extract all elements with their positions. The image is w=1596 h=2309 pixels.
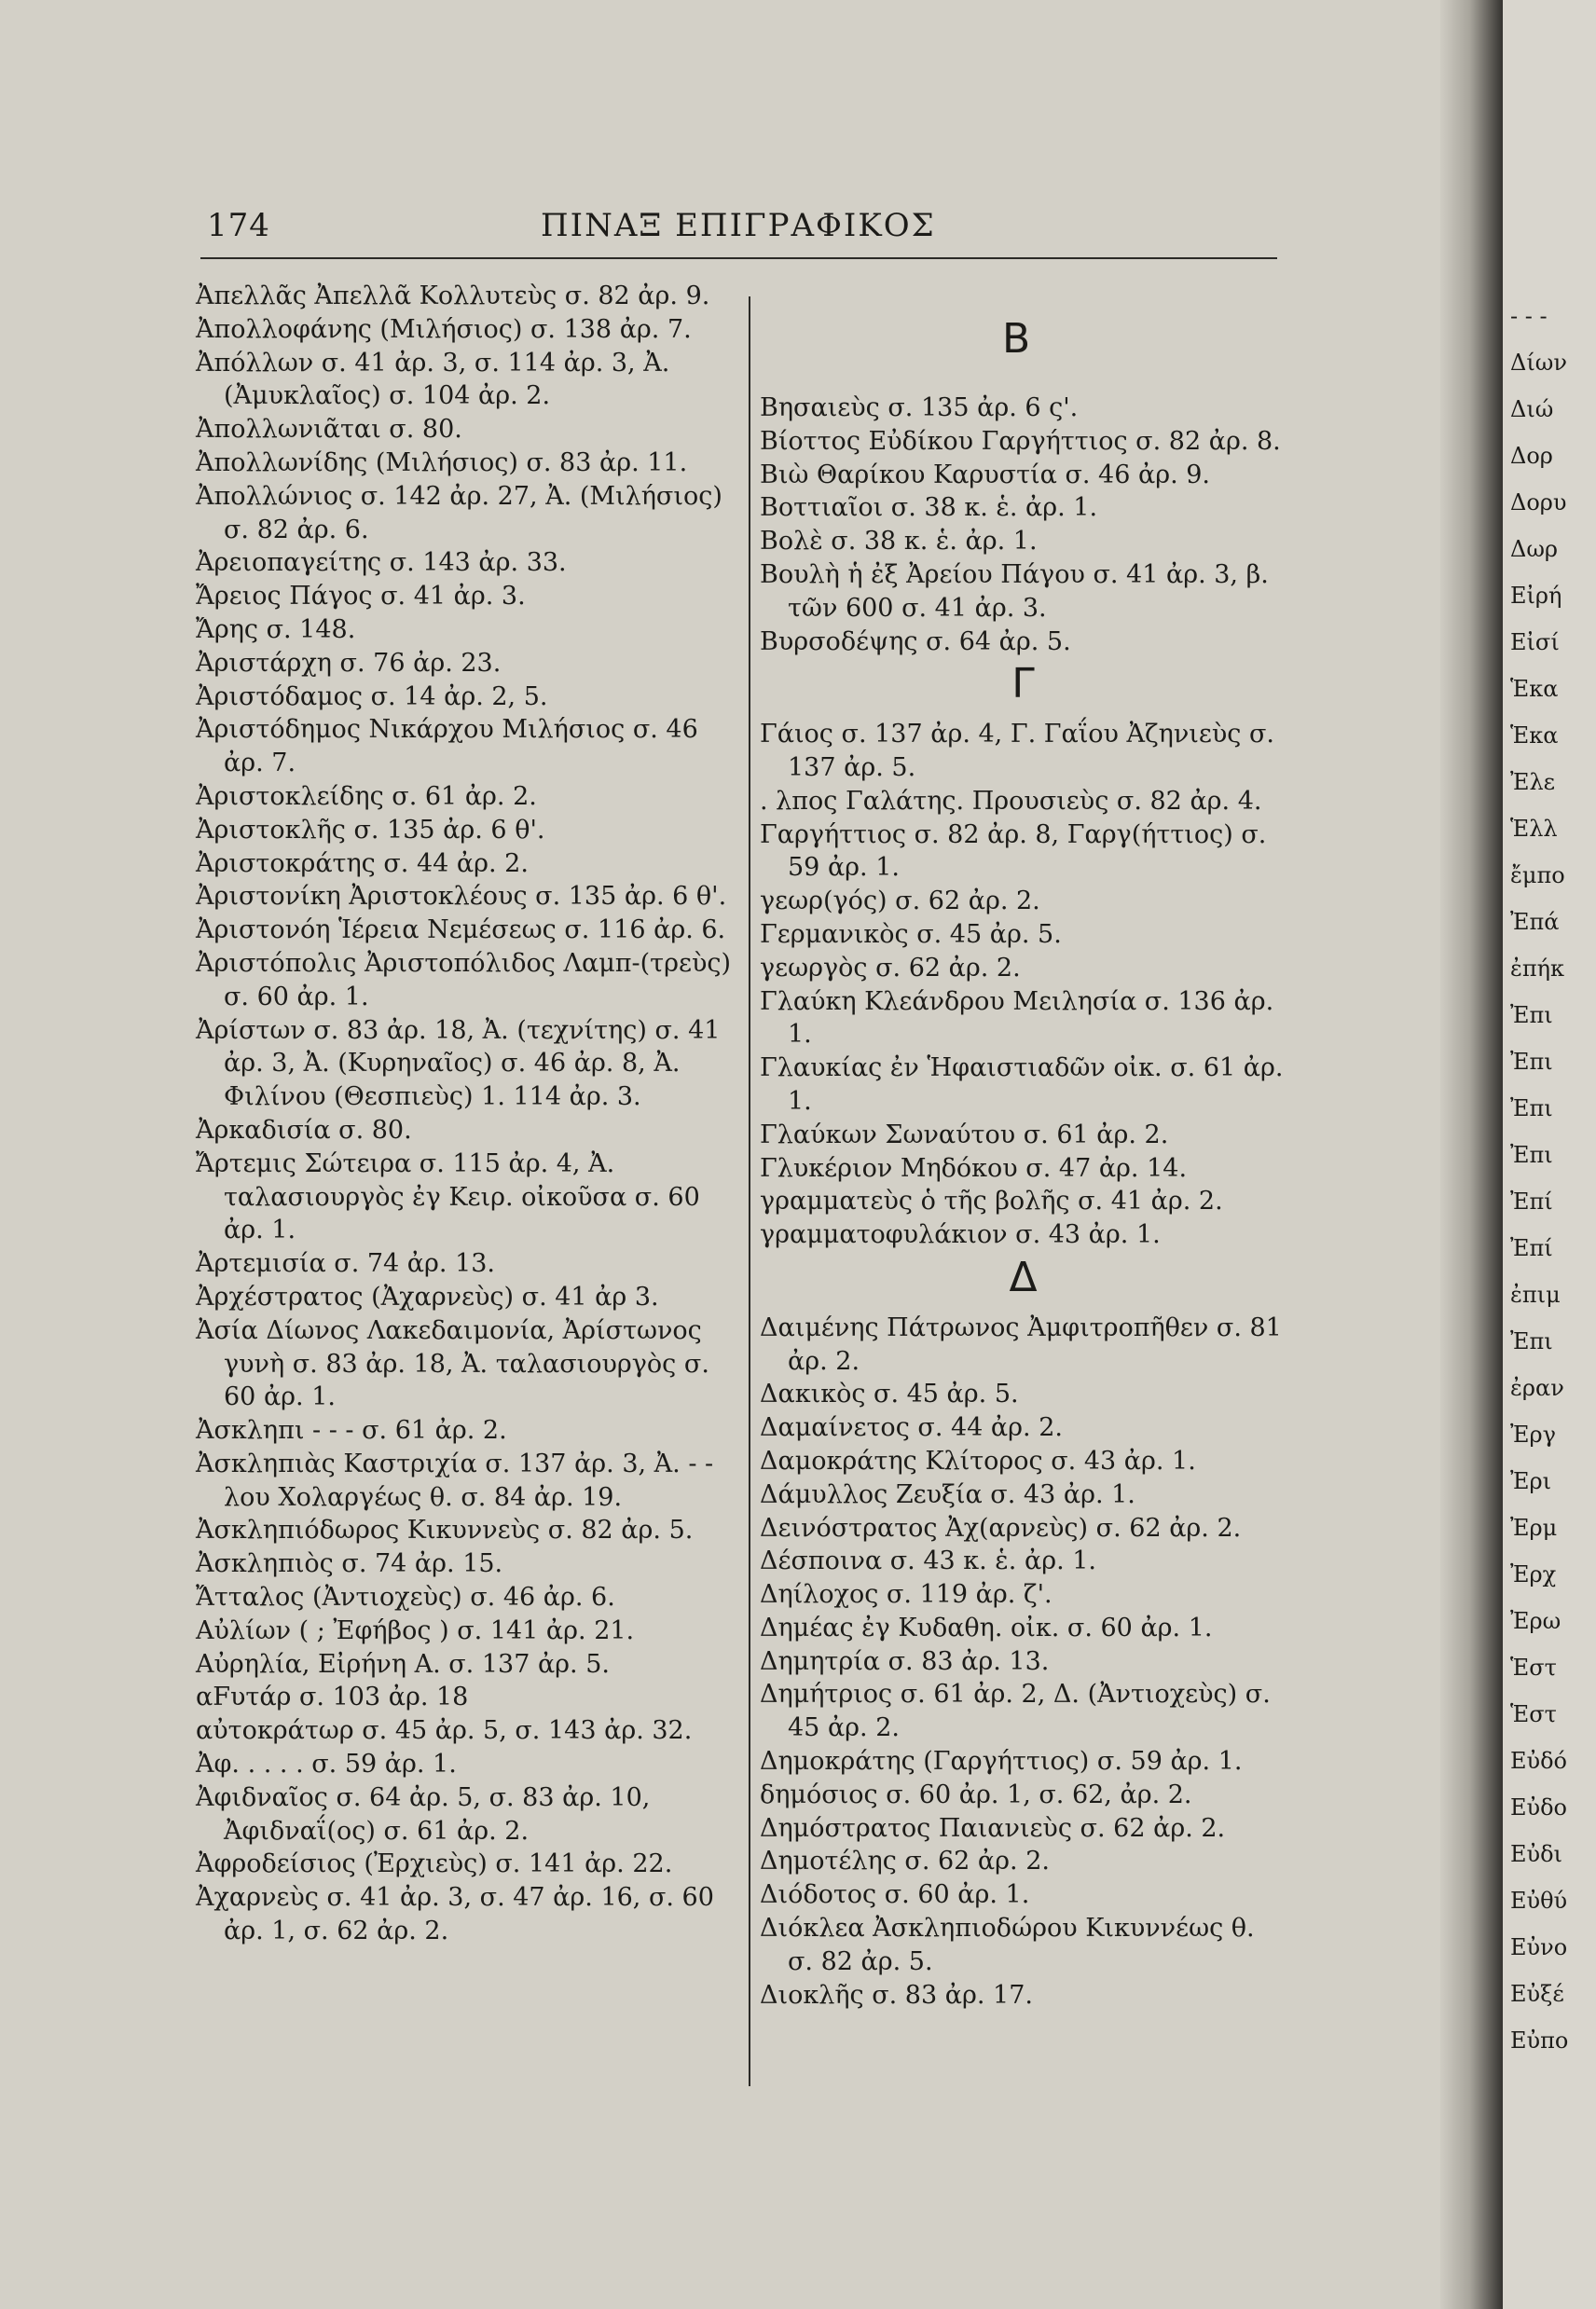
- index-entry: Γλαυκίας ἐν Ἡφαιστιαδῶν οἰκ. σ. 61 ἀρ. 1.: [760, 1053, 1284, 1116]
- page-number: 174: [207, 207, 270, 244]
- index-entry: Δηίλοχος σ. 119 ἀρ. ζ'.: [760, 1580, 1053, 1610]
- index-entry: Γλαύκων Σωναύτου σ. 61 ἀρ. 2.: [760, 1120, 1169, 1149]
- index-entry: Ἀρχέστρατος (Ἀχαρνεὺς) σ. 41 ἀρ 3.: [196, 1282, 659, 1312]
- facing-page-fragment: Ἐπι: [1510, 1049, 1553, 1075]
- index-entry: Γάιος σ. 137 ἀρ. 4, Γ. Γαΐου Ἀζηνιεὺς σ. 137 ἀρ. 5.: [760, 720, 1274, 782]
- index-entry: Βουλὴ ἡ ἐξ Ἀρείου Πάγου σ. 41 ἀρ. 3, β. τῶν 600 σ. 41 ἀρ. 3.: [760, 559, 1269, 623]
- index-entry: Ἀπολλωνιᾶται σ. 80.: [196, 415, 462, 445]
- index-entry: Γερμανικὸς σ. 45 ἀρ. 5.: [760, 919, 1062, 949]
- index-entry: Αὐλίων ( ; Ἐφήβος ) σ. 141 ἀρ. 21.: [196, 1615, 635, 1645]
- index-entry: γραμματεὺς ὁ τῆς βολῆς σ. 41 ἀρ. 2.: [760, 1187, 1223, 1216]
- facing-page-fragment: Εὐθύ: [1510, 1888, 1568, 1914]
- facing-page-fragment: Εὐδι: [1510, 1841, 1562, 1867]
- index-entry: Ἀφροδείσιος (Ἐρχιεὺς) σ. 141 ἀρ. 22.: [196, 1849, 673, 1879]
- facing-page-fragment: Εὐδό: [1510, 1748, 1568, 1774]
- index-entry: Γλυκέριον Μηδόκου σ. 47 ἀρ. 14.: [760, 1153, 1188, 1183]
- index-entry: αὐτοκράτωρ σ. 45 ἀρ. 5, σ. 143 ἀρ. 32.: [196, 1716, 693, 1746]
- facing-page-fragment: Εἰσί: [1510, 629, 1560, 655]
- index-entry: Ἄτταλος (Ἀντιοχεὺς) σ. 46 ἀρ. 6.: [196, 1583, 615, 1613]
- facing-page-fragment: ἐπήκ: [1510, 955, 1565, 982]
- facing-page-fragment: Ἐπί: [1510, 1235, 1553, 1261]
- column-divider: [749, 296, 750, 2086]
- index-entry: Ἀπολλοφάνης (Μιλήσιος) σ. 138 ἀρ. 7.: [196, 314, 692, 344]
- index-entry: Ἄρτεμις Σώτειρα σ. 115 ἀρ. 4, Ἀ. ταλασιουργὸς ἐγ Κειρ. οἰκοῦσα σ. 60 ἀρ. 1.: [196, 1148, 700, 1245]
- facing-page-fragment: Ἐπι: [1510, 1328, 1553, 1354]
- facing-page-fragment: Δορ: [1510, 443, 1553, 469]
- index-entry: Ἀπόλλων σ. 41 ἀρ. 3, σ. 114 ἀρ. 3, Ἀ. (Ἀμυκλαῖος) σ. 104 ἀρ. 2.: [196, 348, 670, 411]
- index-entry: Βησαιεὺς σ. 135 ἀρ. 6 ς'.: [760, 393, 1079, 422]
- header-rule: [200, 257, 1277, 259]
- index-entry: Ἀρτεμισία σ. 74 ἀρ. 13.: [196, 1249, 496, 1279]
- index-entry: Ἀσία Δίωνος Λακεδαιμονία, Ἀρίστωνος γυνὴ σ. 83 ἀρ. 18, Ἀ. ταλασιουργὸς σ. 60 ἀρ. 1.: [196, 1315, 709, 1412]
- index-entry: Ἀριστοκλείδης σ. 61 ἀρ. 2.: [196, 781, 537, 811]
- facing-page-fragment: Ἐπι: [1510, 1142, 1553, 1168]
- facing-page-fragment: Ἐρχ: [1510, 1561, 1557, 1587]
- facing-page-fragment: Ἑστ: [1510, 1701, 1557, 1727]
- section-letter: Δ: [1009, 1253, 1038, 1301]
- facing-page-fragment: Ἐρω: [1510, 1608, 1562, 1634]
- index-entry: Ἀσκληπιὸς σ. 74 ἀρ. 15.: [196, 1549, 503, 1579]
- index-entry: Δημήτριος σ. 61 ἀρ. 2, Δ. (Ἀντιοχεὺς) σ. 45 ἀρ. 2.: [760, 1680, 1271, 1743]
- facing-page-fragment: Εὐνο: [1510, 1934, 1568, 1960]
- index-entry: Δαμαίνετος σ. 44 ἀρ. 2.: [760, 1413, 1063, 1443]
- index-entry: Δημοκράτης (Γαργήττιος) σ. 59 ἀρ. 1.: [760, 1747, 1243, 1777]
- index-entry: Ἀσκληπιὰς Καστριχία σ. 137 ἀρ. 3, Ἀ. - - λου Χολαργέως θ. σ. 84 ἀρ. 19.: [196, 1449, 714, 1512]
- index-entry: Δέσποινα σ. 43 κ. ἑ. ἀρ. 1.: [760, 1546, 1096, 1576]
- index-entry: δημόσιος σ. 60 ἀρ. 1, σ. 62, ἀρ. 2.: [760, 1780, 1192, 1809]
- facing-page-fragment: ἔμπο: [1510, 862, 1565, 888]
- facing-page-fragment: Διώ: [1510, 396, 1554, 422]
- index-entry: Δημέας ἐγ Κυδαθη. οἰκ. σ. 60 ἀρ. 1.: [760, 1613, 1213, 1642]
- index-entry: Δημητρία σ. 83 ἀρ. 13.: [760, 1646, 1050, 1676]
- facing-page-fragment: Ἑστ: [1510, 1655, 1557, 1681]
- index-entry: Διόδοτος σ. 60 ἀρ. 1.: [760, 1880, 1030, 1910]
- index-entry: γεωργὸς σ. 62 ἀρ. 2.: [760, 953, 1021, 983]
- facing-page-fragment: Δωρ: [1510, 536, 1559, 562]
- index-entry: Ἀρκαδισία σ. 80.: [196, 1115, 412, 1145]
- index-entry: Γλαύκη Κλεάνδρου Μειλησία σ. 136 ἀρ. 1.: [760, 986, 1274, 1050]
- index-entry: Βοττιαῖοι σ. 38 κ. ἑ. ἀρ. 1.: [760, 493, 1098, 523]
- index-entry: Δακικὸς σ. 45 ἀρ. 5.: [760, 1380, 1019, 1409]
- index-entry: Ἀριστονίκη Ἀριστοκλέους σ. 135 ἀρ. 6 θ'.: [196, 882, 727, 912]
- index-entry: Ἀρειοπαγείτης σ. 143 ἀρ. 33.: [196, 548, 567, 578]
- facing-page-fragment: Ἑκα: [1510, 676, 1559, 702]
- index-entry: Διοκλῆς σ. 83 ἀρ. 17.: [760, 1980, 1033, 2010]
- index-entry: γεωρ(γός) σ. 62 ἀρ. 2.: [760, 886, 1040, 916]
- facing-page-fragment: Ἐπι: [1510, 1095, 1553, 1121]
- facing-page-fragment: Ἑλλ: [1510, 816, 1558, 842]
- index-entry: Δάμυλλος Ζευξία σ. 43 ἀρ. 1.: [760, 1479, 1135, 1509]
- section-letter-beta: Β: [1002, 315, 1031, 363]
- facing-page-fragment: ἐπιμ: [1510, 1282, 1561, 1308]
- index-entry: Ἀριστόδαμος σ. 14 ἀρ. 2, 5.: [196, 681, 548, 711]
- index-entry: γραμματοφυλάκιον σ. 43 ἀρ. 1.: [760, 1220, 1161, 1250]
- index-entry: Δαιμένης Πάτρωνος Ἀμφιτροπῆθεν σ. 81 ἀρ. 2.: [760, 1313, 1282, 1376]
- facing-page-fragment: - - -: [1510, 303, 1548, 329]
- index-entry: Ἀριστάρχη σ. 76 ἀρ. 23.: [196, 648, 502, 678]
- index-entry: Ἀπολλώνιος σ. 142 ἀρ. 27, Ἀ. (Μιλήσιος) σ. 82 ἀρ. 6.: [196, 481, 722, 544]
- page-title: ΠΙΝΑΞ ΕΠΙΓΡΑΦΙΚΟΣ: [541, 207, 936, 244]
- index-entry: Δαμοκράτης Κλίτορος σ. 43 ἀρ. 1.: [760, 1446, 1196, 1476]
- index-entry: Ἀριστονόη Ἱέρεια Νεμέσεως σ. 116 ἀρ. 6.: [196, 915, 726, 945]
- facing-page-fragment: Ἐπι: [1510, 1002, 1553, 1028]
- section-letter: Γ: [1011, 660, 1035, 708]
- facing-page-fragment: Ἐπά: [1510, 909, 1560, 935]
- facing-page-fragment: Ἑκα: [1510, 722, 1559, 749]
- facing-page-fragment: Εὐδο: [1510, 1794, 1568, 1821]
- index-entry: Ἀχαρνεὺς σ. 41 ἀρ. 3, σ. 47 ἀρ. 16, σ. 60 ἀρ. 1, σ. 62 ἀρ. 2.: [196, 1883, 714, 1946]
- index-entry: Ἀσκληπι - - - σ. 61 ἀρ. 2.: [196, 1416, 507, 1446]
- index-entry: Δεινόστρατος Ἀχ(αρνεὺς) σ. 62 ἀρ. 2.: [760, 1513, 1242, 1543]
- index-entry: Ἀπολλωνίδης (Μιλήσιος) σ. 83 ἀρ. 11.: [196, 447, 688, 477]
- index-entry: Διόκλεα Ἀσκληπιοδώρου Κικυννέως θ. σ. 82 ἀρ. 5.: [760, 1914, 1255, 1976]
- index-entry: αFυτάρ σ. 103 ἀρ. 18: [196, 1683, 469, 1712]
- facing-page-fragment: Δίων: [1510, 350, 1567, 376]
- index-entry: Ἀφ. . . . . σ. 59 ἀρ. 1.: [196, 1750, 457, 1780]
- facing-page-fragment: Ἐλε: [1510, 769, 1556, 795]
- facing-page-fragment: Εὐξέ: [1510, 1981, 1564, 2007]
- left-column: [196, 280, 736, 1948]
- index-entry: Ἄρειος Πάγος σ. 41 ἀρ. 3.: [196, 582, 526, 612]
- book-gutter: [1440, 0, 1506, 2309]
- index-entry: Αὐρηλία, Εἰρήνη Α. σ. 137 ἀρ. 5.: [196, 1649, 610, 1679]
- facing-page-fragment: Δορυ: [1510, 489, 1567, 515]
- index-entry: Ἀπελλᾶς Ἀπελλᾶ Κολλυτεὺς σ. 82 ἀρ. 9.: [196, 282, 710, 310]
- index-entry: Ἀριστοκλῆς σ. 135 ἀρ. 6 θ'.: [196, 815, 545, 845]
- facing-page-fragment: Εἰρή: [1510, 583, 1562, 609]
- index-entry: Βολὲ σ. 38 κ. ἑ. ἀρ. 1.: [760, 527, 1038, 557]
- index-entry: Βιὼ Θαρίκου Καρυστία σ. 46 ἀρ. 9.: [760, 460, 1211, 489]
- facing-page-fragment: Ἐρμ: [1510, 1515, 1558, 1541]
- index-entry: Ἀριστόδημος Νικάρχου Μιλήσιος σ. 46 ἀρ. 7.: [196, 715, 698, 778]
- facing-page: [1503, 0, 1596, 2309]
- index-entry: Δημόστρατος Παιανιεὺς σ. 62 ἀρ. 2.: [760, 1813, 1226, 1843]
- index-entry: Γαργήττιος σ. 82 ἀρ. 8, Γαργ(ήττιος) σ. 59 ἀρ. 1.: [760, 819, 1267, 883]
- index-entry: Ἄρης σ. 148.: [196, 614, 356, 644]
- facing-page-fragment: Ἐπί: [1510, 1189, 1553, 1215]
- facing-page-fragment: Ἐργ: [1510, 1422, 1556, 1448]
- index-entry: Ἀρίστων σ. 83 ἀρ. 18, Ἀ. (τεχνίτης) σ. 41 ἀρ. 3, Ἀ. (Κυρηναῖος) σ. 46 ἀρ. 8, Ἀ. Φιλίνου (Θεσπιεὺς) 1. 114 ἀρ. 3.: [196, 1015, 721, 1112]
- index-entry: Ἀριστόπολις Ἀριστοπόλιδος Λαμπ-(τρεὺς) σ. 60 ἀρ. 1.: [196, 948, 732, 1011]
- index-entry: Ἀφιδναῖος σ. 64 ἀρ. 5, σ. 83 ἀρ. 10, Ἀφιδναΐ(ος) σ. 61 ἀρ. 2.: [196, 1782, 651, 1846]
- index-entry: Βίοττος Εὐδίκου Γαργήττιος σ. 82 ἀρ. 8.: [760, 426, 1281, 456]
- facing-page-fragment: Εὐπο: [1510, 2027, 1569, 2054]
- facing-page-fragment: Ἐρι: [1510, 1468, 1551, 1494]
- index-entry: Ἀριστοκράτης σ. 44 ἀρ. 2.: [196, 848, 529, 878]
- index-entry: . λπος Γαλάτης. Προυσιεὺς σ. 82 ἀρ. 4.: [760, 786, 1262, 816]
- facing-page-fragment: ἐραν: [1510, 1375, 1564, 1401]
- index-entry: Ἀσκληπιόδωρος Κικυννεὺς σ. 82 ἀρ. 5.: [196, 1516, 694, 1546]
- right-column: [760, 392, 1286, 2012]
- index-entry: Δημοτέλης σ. 62 ἀρ. 2.: [760, 1847, 1050, 1876]
- index-entry: Βυρσοδέψης σ. 64 ἀρ. 5.: [760, 626, 1071, 656]
